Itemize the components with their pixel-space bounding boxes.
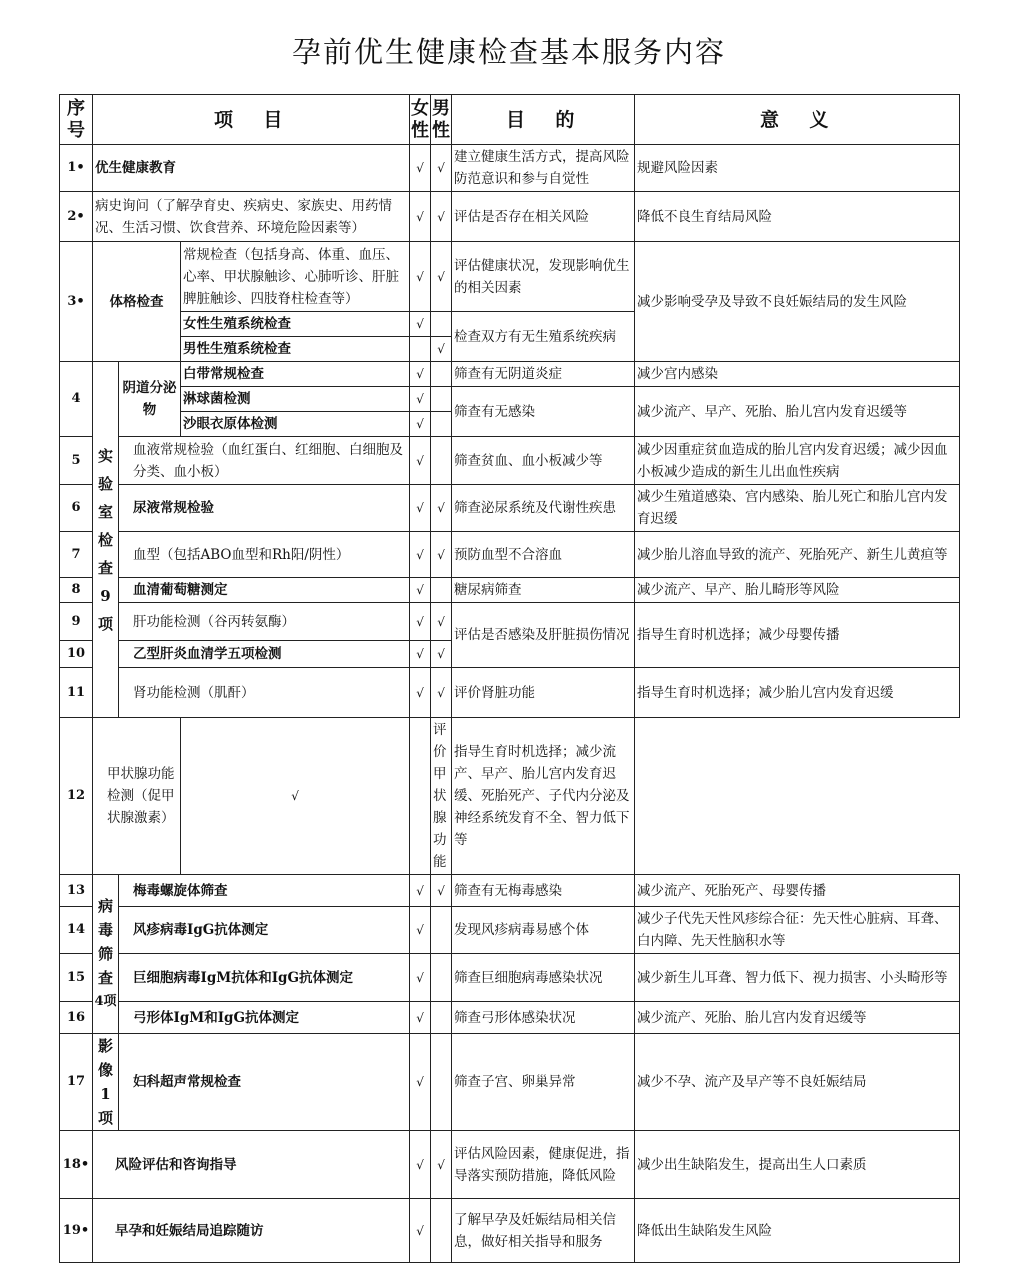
female-check: √ (410, 362, 431, 387)
row-number: 2• (60, 192, 93, 242)
male-check: √ (431, 485, 452, 532)
table-row (60, 145, 960, 192)
header-item: 项 目 (93, 95, 410, 145)
male-check-empty (431, 312, 452, 337)
group-imaging (93, 1034, 119, 1131)
row-meaning: 降低不良生育结局风险 (635, 192, 960, 242)
female-check: √ (410, 641, 431, 668)
row-meaning: 减少流产、死胎、胎儿宫内发育迟缓等 (635, 1002, 960, 1034)
female-check: √ (410, 312, 431, 337)
group-lab-char: 检 (97, 530, 113, 549)
row-meaning: 指导生育时机选择；减少母婴传播 (635, 603, 960, 668)
row-purpose: 评估是否感染及肝脏损伤情况 (452, 603, 635, 668)
male-check-empty (431, 907, 452, 954)
table-row (60, 192, 960, 242)
male-check: √ (431, 532, 452, 578)
female-check-empty (410, 337, 431, 362)
male-check: √ (431, 603, 452, 641)
page-title: 孕前优生健康检查基本服务内容 (291, 35, 726, 69)
group-lab-tests (93, 362, 119, 718)
male-check-empty (431, 387, 452, 412)
female-check: √ (410, 578, 431, 603)
row-item: 风疹病毒IgG抗体测定 (119, 907, 410, 954)
male-check-empty (431, 362, 452, 387)
header-row (60, 95, 960, 145)
row-purpose: 了解早孕及妊娠结局相关信息，做好相关指导和服务 (452, 1199, 635, 1263)
row-number: 14 (60, 907, 93, 954)
female-check: √ (410, 1199, 431, 1263)
table-row (60, 387, 960, 412)
row-item: 常规检查（包括身高、体重、血压、心率、甲状腺触诊、心肺听诊、肝脏脾脏触诊、四肢脊柱检查等） (181, 242, 410, 312)
group-lab-char: 项 (97, 614, 113, 633)
row-item: 男性生殖系统检查 (181, 337, 410, 362)
row-purpose: 筛查子宫、卵巢异常 (452, 1034, 635, 1131)
row-number: 5 (60, 437, 93, 485)
group-lab-char: 验 (97, 474, 113, 493)
service-table-wrapper (59, 94, 960, 1263)
group-vaginal: 阴道分泌物 (119, 362, 181, 437)
row-meaning: 减少因重症贫血造成的胎儿宫内发育迟缓；减少因血小板减少造成的新生儿出血性疾病 (635, 437, 960, 485)
row-number: 4 (60, 362, 93, 437)
row-purpose: 评估是否存在相关风险 (452, 192, 635, 242)
row-meaning: 规避风险因素 (635, 145, 960, 192)
row-item: 血液常规检验（血红蛋白、红细胞、白细胞及分类、血小板） (119, 437, 410, 485)
table-row (60, 603, 960, 641)
male-check-empty (431, 1034, 452, 1131)
row-purpose: 筛查有无感染 (452, 387, 635, 437)
female-check: √ (410, 954, 431, 1002)
row-number: 17 (60, 1034, 93, 1131)
row-purpose: 评估风险因素，健康促进，指导落实预防措施，降低风险 (452, 1131, 635, 1199)
row-meaning: 减少宫内感染 (635, 362, 960, 387)
group-virus-char: 4项 (94, 994, 117, 1009)
table-row (60, 485, 960, 532)
row-meaning: 减少新生儿耳聋、智力低下、视力损害、小头畸形等 (635, 954, 960, 1002)
row-item: 血清葡萄糖测定 (119, 578, 410, 603)
row-item: 梅毒螺旋体筛查 (119, 875, 410, 907)
row-number: 12 (60, 718, 93, 875)
row-purpose: 筛查有无阴道炎症 (452, 362, 635, 387)
group-physical-exam: 体格检查 (93, 242, 181, 362)
row-purpose: 筛查有无梅毒感染 (452, 875, 635, 907)
row-meaning: 减少不孕、流产及早产等不良妊娠结局 (635, 1034, 960, 1131)
male-check-empty (431, 954, 452, 1002)
row-number: 3• (60, 242, 93, 362)
row-purpose: 筛查泌尿系统及代谢性疾患 (452, 485, 635, 532)
row-item: 弓形体IgM和IgG抗体测定 (119, 1002, 410, 1034)
row-number: 13 (60, 875, 93, 907)
header-purpose: 目 的 (452, 95, 635, 145)
row-item: 早孕和妊娠结局追踪随访 (93, 1199, 410, 1263)
row-item: 妇科超声常规检查 (119, 1034, 410, 1131)
row-meaning: 指导生育时机选择；减少流产、早产、胎儿宫内发育迟缓、死胎死产、子代内分泌及神经系统发育不全、智力低下等 (452, 718, 635, 875)
row-number: 11 (60, 668, 93, 718)
row-purpose: 评价甲状腺功能 (431, 718, 452, 875)
service-table (59, 94, 960, 1263)
row-item: 尿液常规检验 (119, 485, 410, 532)
row-item: 肝功能检测（谷丙转氨酶） (119, 603, 410, 641)
table-row (60, 907, 960, 954)
row-meaning: 降低出生缺陷发生风险 (635, 1199, 960, 1263)
row-purpose: 糖尿病筛查 (452, 578, 635, 603)
row-meaning: 减少流产、早产、胎儿畸形等风险 (635, 578, 960, 603)
row-meaning: 减少胎儿溶血导致的流产、死胎死产、新生儿黄疸等 (635, 532, 960, 578)
female-check: √ (181, 718, 410, 875)
table-row (60, 578, 960, 603)
male-check: √ (431, 641, 452, 668)
group-virus-char: 查 (97, 969, 113, 987)
group-imaging-char: 像1 (97, 1061, 113, 1103)
table-row (60, 954, 960, 1002)
row-meaning: 减少生殖道感染、宫内感染、胎儿死亡和胎儿宫内发育迟缓 (635, 485, 960, 532)
male-check-empty (431, 1002, 452, 1034)
header-meaning: 意 义 (635, 95, 960, 145)
row-meaning: 减少出生缺陷发生，提高出生人口素质 (635, 1131, 960, 1199)
row-purpose: 发现风疹病毒易感个体 (452, 907, 635, 954)
table-row (60, 668, 960, 718)
row-purpose: 评价肾脏功能 (452, 668, 635, 718)
row-purpose: 评估健康状况，发现影响优生的相关因素 (452, 242, 635, 312)
row-number: 10 (60, 641, 93, 668)
male-check: √ (431, 1131, 452, 1199)
group-lab-char: 室 (97, 502, 113, 521)
row-number: 18• (60, 1131, 93, 1199)
male-check-empty (431, 437, 452, 485)
table-row (60, 1199, 960, 1263)
header-male: 男性 (431, 95, 452, 145)
table-row (60, 362, 960, 387)
row-item: 病史询问（了解孕育史、疾病史、家族史、用药情况、生活习惯、饮食营养、环境危险因素等） (93, 192, 410, 242)
row-meaning: 指导生育时机选择；减少胎儿宫内发育迟缓 (635, 668, 960, 718)
female-check: √ (410, 668, 431, 718)
group-virus-char: 筛 (97, 945, 113, 963)
row-item: 女性生殖系统检查 (181, 312, 410, 337)
row-meaning: 减少影响受孕及导致不良妊娠结局的发生风险 (635, 242, 960, 362)
female-check: √ (410, 1002, 431, 1034)
male-check: √ (431, 242, 452, 312)
group-lab-char: 查 (97, 558, 113, 577)
row-number: 7 (60, 532, 93, 578)
group-lab-char: 9 (100, 586, 111, 605)
male-check: √ (431, 875, 452, 907)
female-check: √ (410, 437, 431, 485)
female-check: √ (410, 242, 431, 312)
row-item: 血型（包括ABO血型和Rh阳/阴性） (119, 532, 410, 578)
group-virus-screening (93, 875, 119, 1034)
male-check: √ (431, 668, 452, 718)
male-check: √ (431, 337, 452, 362)
row-meaning: 减少流产、死胎死产、母婴传播 (635, 875, 960, 907)
row-item: 沙眼衣原体检测 (181, 412, 410, 437)
female-check: √ (410, 1034, 431, 1131)
female-check: √ (410, 875, 431, 907)
row-number: 1• (60, 145, 93, 192)
row-number: 8 (60, 578, 93, 603)
male-check: √ (431, 192, 452, 242)
row-item: 白带常规检查 (181, 362, 410, 387)
table-row (60, 1002, 960, 1034)
female-check: √ (410, 907, 431, 954)
group-imaging-char: 项 (97, 1109, 113, 1127)
row-purpose: 建立健康生活方式，提高风险防范意识和参与自觉性 (452, 145, 635, 192)
female-check: √ (410, 412, 431, 437)
table-row (60, 437, 960, 485)
male-check-empty (410, 718, 431, 875)
male-check: √ (431, 145, 452, 192)
row-purpose: 筛查贫血、血小板减少等 (452, 437, 635, 485)
row-item: 甲状腺功能检测（促甲状腺激素） (93, 718, 181, 875)
row-number: 6 (60, 485, 93, 532)
row-purpose: 检查双方有无生殖系统疾病 (452, 312, 635, 362)
table-row (60, 718, 960, 875)
row-meaning: 减少子代先天性风疹综合征：先天性心脏病、耳聋、白内障、先天性脑积水等 (635, 907, 960, 954)
male-check-empty (431, 578, 452, 603)
female-check: √ (410, 1131, 431, 1199)
female-check: √ (410, 603, 431, 641)
row-purpose: 预防血型不合溶血 (452, 532, 635, 578)
row-number: 15 (60, 954, 93, 1002)
table-row (60, 532, 960, 578)
female-check: √ (410, 192, 431, 242)
female-check: √ (410, 532, 431, 578)
row-item: 风险评估和咨询指导 (93, 1131, 410, 1199)
male-check-empty (431, 1199, 452, 1263)
row-item: 肾功能检测（肌酐） (119, 668, 410, 718)
table-row (60, 1131, 960, 1199)
group-virus-char: 病 (97, 897, 113, 915)
row-item: 优生健康教育 (93, 145, 410, 192)
row-purpose: 筛查巨细胞病毒感染状况 (452, 954, 635, 1002)
female-check: √ (410, 485, 431, 532)
row-number: 9 (60, 603, 93, 641)
group-imaging-char: 影 (97, 1037, 113, 1055)
row-number: 19• (60, 1199, 93, 1263)
row-purpose: 筛查弓形体感染状况 (452, 1002, 635, 1034)
female-check: √ (410, 145, 431, 192)
row-item: 淋球菌检测 (181, 387, 410, 412)
table-row (60, 1034, 960, 1131)
header-no: 序号 (60, 95, 93, 145)
row-meaning: 减少流产、早产、死胎、胎儿宫内发育迟缓等 (635, 387, 960, 437)
group-lab-char: 实 (97, 446, 113, 465)
female-check: √ (410, 387, 431, 412)
row-item: 乙型肝炎血清学五项检测 (119, 641, 410, 668)
row-number: 16 (60, 1002, 93, 1034)
group-virus-char: 毒 (97, 921, 113, 939)
header-female: 女性 (410, 95, 431, 145)
table-row (60, 875, 960, 907)
row-item: 巨细胞病毒IgM抗体和IgG抗体测定 (119, 954, 410, 1002)
male-check-empty (431, 412, 452, 437)
table-row (60, 242, 960, 312)
